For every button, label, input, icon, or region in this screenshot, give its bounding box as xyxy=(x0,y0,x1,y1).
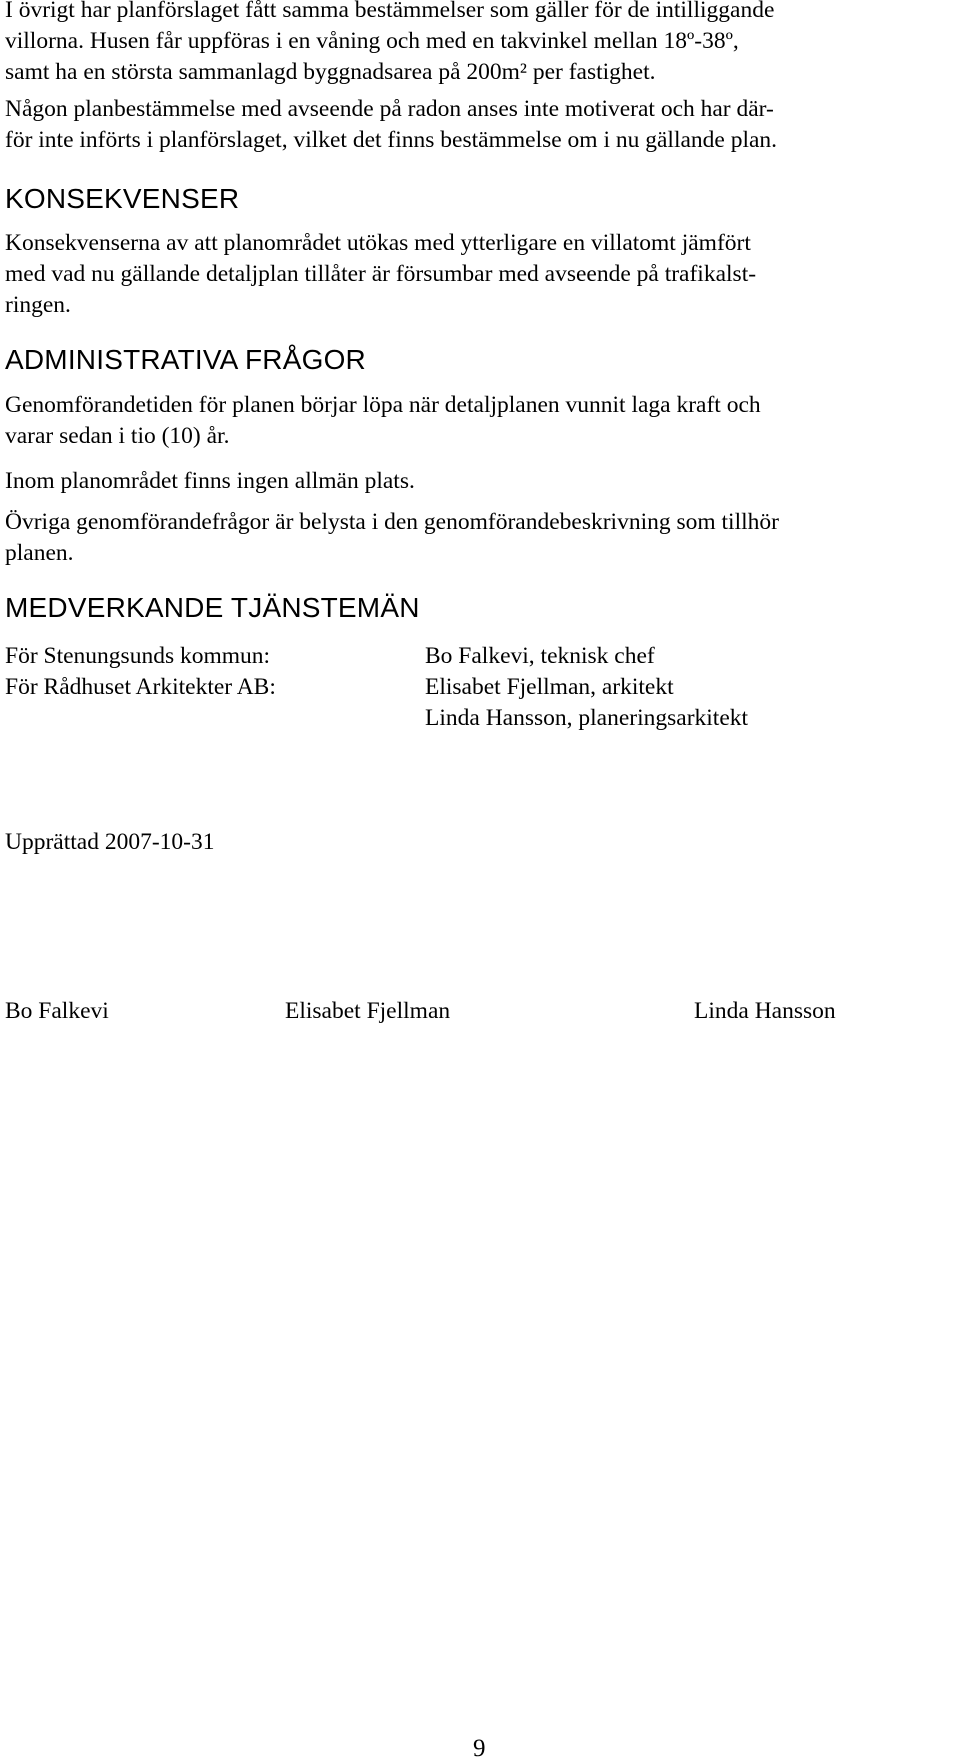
page-number: 9 xyxy=(473,1735,486,1762)
administrativa-paragraph-1: Genomförandetiden för planen börjar löpa när detaljplanen vunnit laga kraft och varar sedan i tio (10) år. xyxy=(5,392,761,449)
intro-paragraph-2: Någon planbestämmelse med avseende på radon anses inte motiverat och har där- för inte införts i planförslaget, vilket det finns bestämmelse om i nu gällande plan. xyxy=(5,96,778,153)
person-bo-falkevi: Bo Falkevi, teknisk chef xyxy=(425,643,655,669)
person-elisabet-fjellman: Elisabet Fjellman, arkitekt xyxy=(425,674,674,700)
person-linda-hansson: Linda Hansson, planeringsarkitekt xyxy=(425,705,749,731)
administrativa-paragraph-3: Övriga genomförandefrågor är belysta i den genomförandebeskrivning som tillhör planen. xyxy=(5,509,779,566)
intro-paragraph-1: I övrigt har planförslaget fått samma bestämmelser som gäller för de intilliggande villorna. Husen får uppföras i en våning och med en takvinkel mellan 18º-38º, samt ha en största sammanlagd byggnadsarea på 200m² per fastighet. xyxy=(5,0,775,85)
section-heading-konsekvenser: KONSEKVENSER xyxy=(5,183,240,214)
administrativa-paragraph-2: Inom planområdet finns ingen allmän plats. xyxy=(5,468,415,494)
document-page xyxy=(5,0,955,1762)
signature-bo-falkevi: Bo Falkevi xyxy=(5,998,109,1024)
section-heading-medverkande: MEDVERKANDE TJÄNSTEMÄN xyxy=(5,592,420,623)
organisation-radhuset: För Rådhuset Arkitekter AB: xyxy=(5,674,276,700)
section-heading-administrativa: ADMINISTRATIVA FRÅGOR xyxy=(5,344,366,375)
organisation-stenungsund: För Stenungsunds kommun: xyxy=(5,643,271,669)
upprattad-date: Upprättad 2007-10-31 xyxy=(5,829,215,855)
signature-elisabet-fjellman: Elisabet Fjellman xyxy=(285,998,451,1024)
konsekvenser-paragraph: Konsekvenserna av att planområdet utökas med ytterligare en villatomt jämfört med vad nu gällande detaljplan tillåter är försumbar med avseende på trafikalst- ringen. xyxy=(5,230,757,318)
signature-linda-hansson: Linda Hansson xyxy=(694,998,836,1024)
